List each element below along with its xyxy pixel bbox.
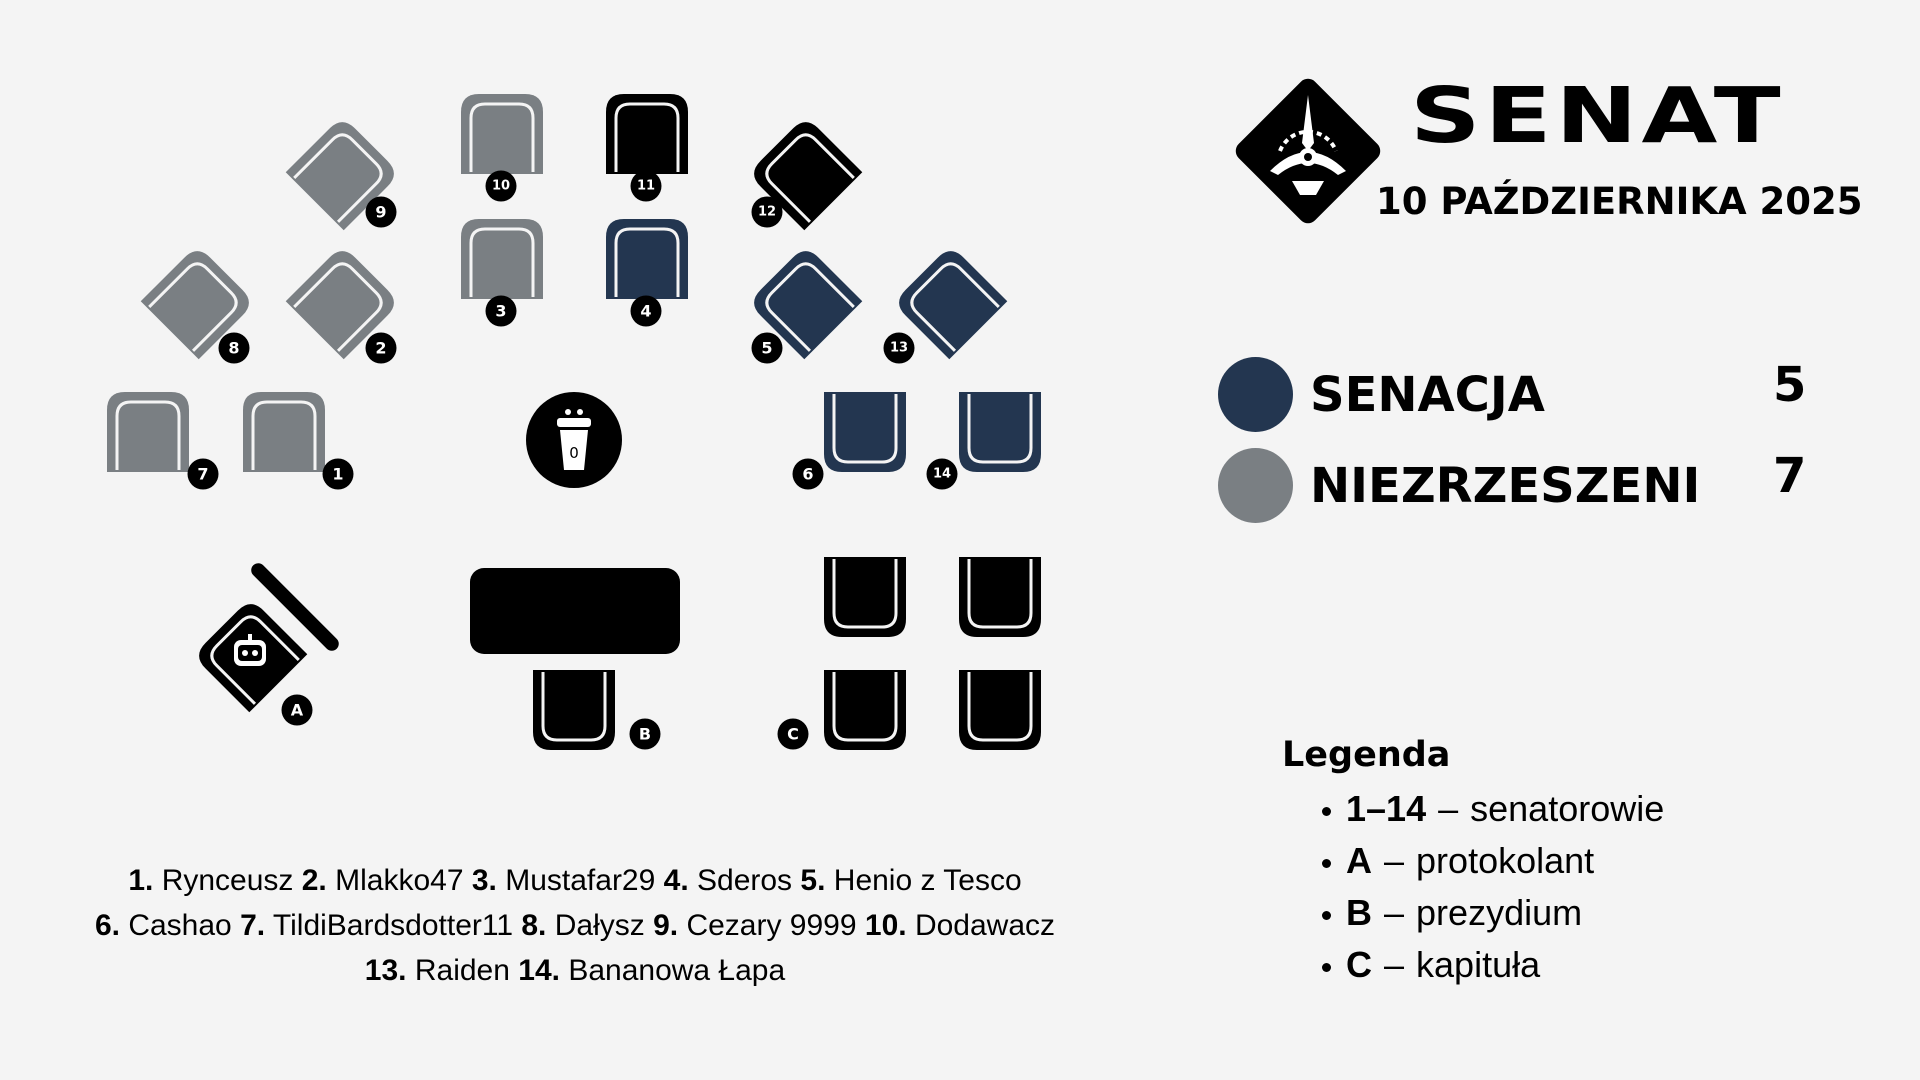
seat-number-badge: 9 xyxy=(366,197,397,228)
senat-logo-icon xyxy=(1230,73,1386,234)
seat-number-badge: 4 xyxy=(631,296,662,327)
seat-number-badge: 3 xyxy=(486,296,517,327)
legend-item: 1–14 – senatorowie xyxy=(1282,783,1664,835)
seat-number-badge: 2 xyxy=(366,333,397,364)
legend xyxy=(1282,735,1664,991)
senator-number: 2. xyxy=(301,864,327,897)
senator-number: 3. xyxy=(471,864,497,897)
senator-name: Rynceusz xyxy=(153,864,302,897)
seat-number-badge: 5 xyxy=(752,333,783,364)
legend-item: B – prezydium xyxy=(1282,887,1664,939)
senator-number: 7. xyxy=(240,909,266,942)
seat-kapitula xyxy=(824,557,906,637)
podium-icon xyxy=(526,392,622,488)
senator-name: Henio z Tesco xyxy=(825,864,1022,897)
senator-number: 1. xyxy=(128,864,154,897)
senator-name: Dodawacz xyxy=(906,909,1056,942)
senator-name-list xyxy=(30,858,1120,993)
seat-number-badge: 13 xyxy=(884,333,915,364)
senator-name: Raiden xyxy=(406,954,519,987)
senator-name: TildiBardsdotter11 xyxy=(265,909,522,942)
seat-kapitula xyxy=(959,670,1041,750)
seat-number-badge: 8 xyxy=(219,333,250,364)
senator-number: 13. xyxy=(364,954,407,987)
club-row-niezrzeszeni xyxy=(1218,448,1818,523)
senator-name: Mlakko47 xyxy=(326,864,472,897)
senator-number: 8. xyxy=(521,909,547,942)
name-line xyxy=(30,948,1120,993)
senator-number: 4. xyxy=(663,864,689,897)
club-color-dot xyxy=(1218,448,1293,523)
seat-1 xyxy=(243,392,325,472)
name-line xyxy=(30,903,1120,948)
seat-7 xyxy=(107,392,189,472)
seat-number-badge: 1 xyxy=(323,459,354,490)
seat-4 xyxy=(606,219,688,299)
senator-number: 10. xyxy=(864,909,907,942)
senator-name: Bananowa Łapa xyxy=(559,954,786,987)
seat-number-badge: 7 xyxy=(188,459,219,490)
club-name: NIEZRZESZENI xyxy=(1310,458,1701,514)
session-date: 10 PAŹDZIERNIKA 2025 xyxy=(1376,180,1863,223)
legend-item: C – kapituła xyxy=(1282,939,1664,991)
seat-number-badge: A xyxy=(282,695,313,726)
seat-number-badge: 6 xyxy=(793,459,824,490)
club-name: SENACJA xyxy=(1310,367,1545,423)
seat-kapitula xyxy=(959,557,1041,637)
seat-number-badge: 11 xyxy=(631,171,662,202)
club-seat-count: 5 xyxy=(1773,357,1807,413)
seat-14 xyxy=(959,392,1041,472)
legend-title: Legenda xyxy=(1282,735,1451,775)
club-color-dot xyxy=(1218,357,1293,432)
senator-name: Mustafar29 xyxy=(496,864,664,897)
senator-number: 14. xyxy=(518,954,560,987)
podium-number: 0 xyxy=(569,444,579,462)
seat-number-badge: C xyxy=(778,719,809,750)
senator-name: Cashao xyxy=(120,909,241,942)
name-line xyxy=(30,858,1120,903)
seat-11 xyxy=(606,94,688,174)
club-seat-count: 7 xyxy=(1773,448,1807,504)
senator-number: 5. xyxy=(800,864,826,897)
club-row-senacja xyxy=(1218,357,1818,432)
presidium-table xyxy=(470,568,680,654)
seat-number-badge: 10 xyxy=(486,171,517,202)
seat-3 xyxy=(461,219,543,299)
page-title: SENAT xyxy=(1410,71,1785,161)
seat-6 xyxy=(824,392,906,472)
senator-number: 9. xyxy=(653,909,679,942)
seat-c xyxy=(824,670,906,750)
senator-name: Cezary 9999 xyxy=(678,909,865,942)
legend-item: A – protokolant xyxy=(1282,835,1664,887)
seat-number-badge: B xyxy=(630,719,661,750)
seat-number-badge: 12 xyxy=(752,197,783,228)
senator-number: 6. xyxy=(94,909,120,942)
seat-10 xyxy=(461,94,543,174)
seat-number-badge: 14 xyxy=(927,459,958,490)
senator-name: Sderos xyxy=(688,864,801,897)
senator-name: Dałysz xyxy=(546,909,654,942)
seat-b xyxy=(533,670,615,750)
